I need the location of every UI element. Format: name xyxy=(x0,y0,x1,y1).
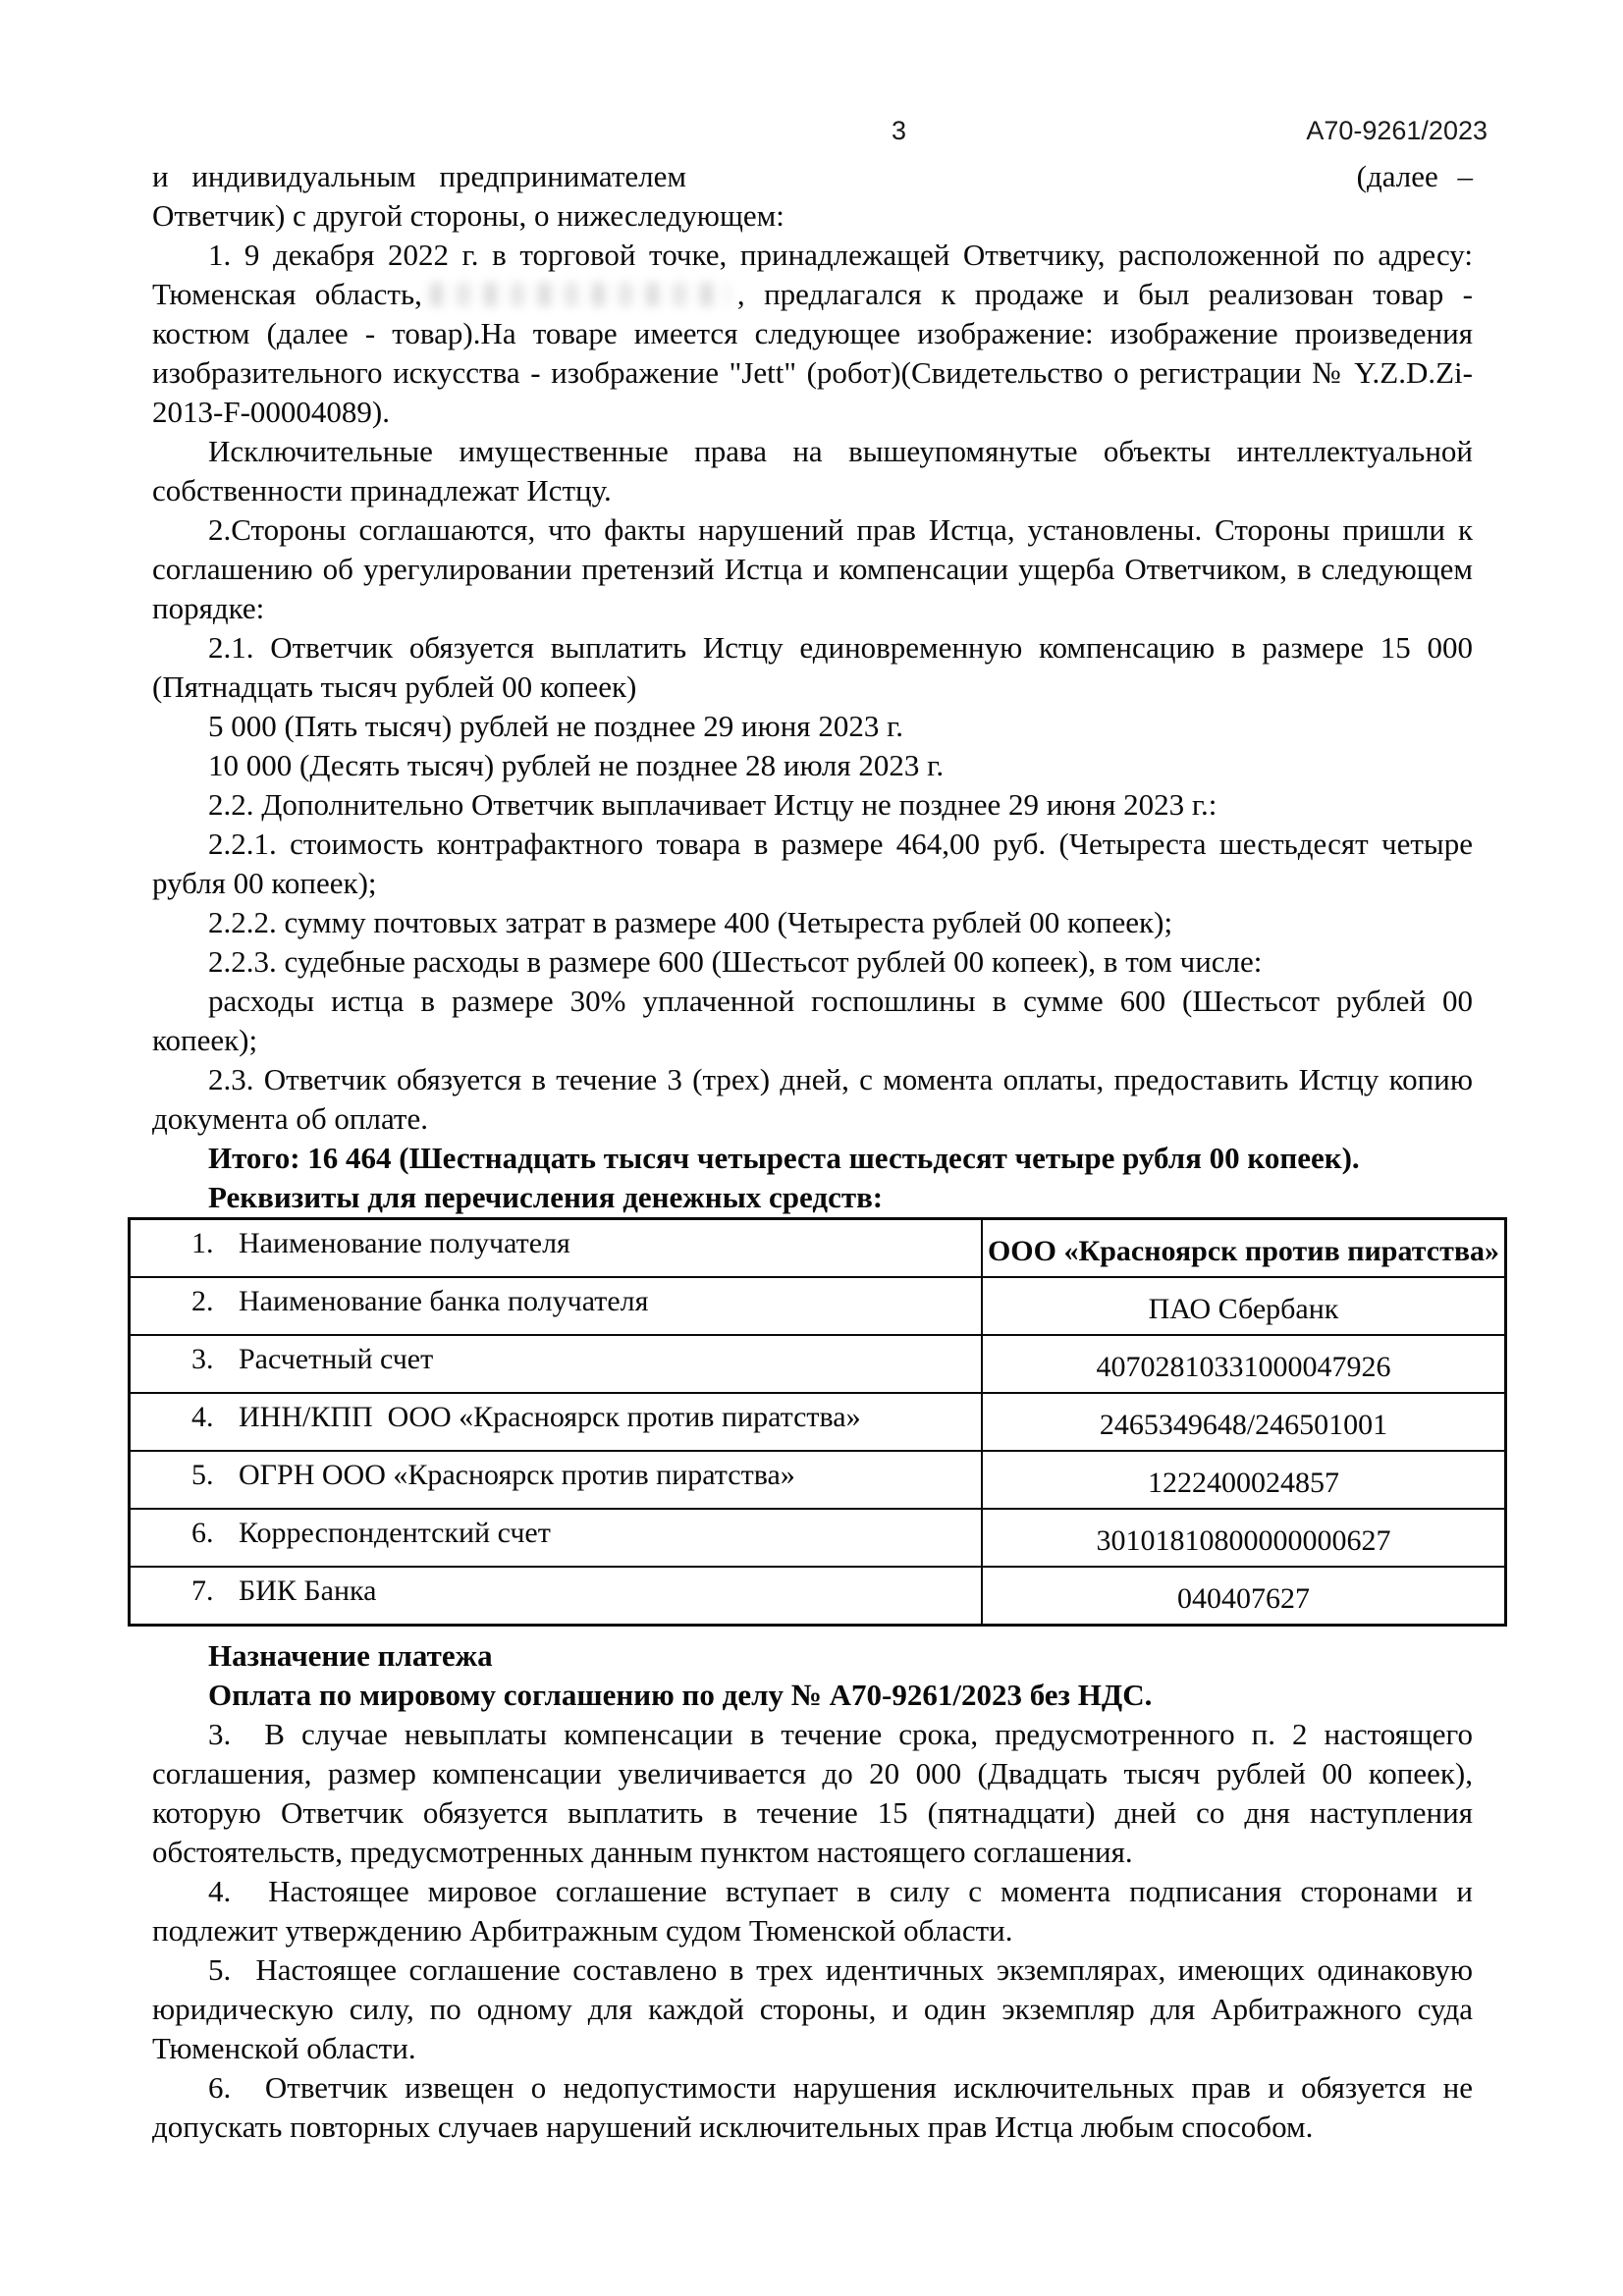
row-label: ОГРН ООО «Красноярск против пиратства» xyxy=(239,1459,795,1491)
row-value: ООО «Красноярск против пиратства» xyxy=(982,1219,1506,1278)
row-label: Наименование получателя xyxy=(239,1227,570,1259)
party-intro-line xyxy=(152,157,1473,196)
page-number: 3 xyxy=(892,116,907,145)
payment-installment-1: 5 000 (Пять тысяч) рублей не позднее 29 июня 2023 г. xyxy=(208,709,904,743)
clause-2-3: 2.3. Ответчик обязуется в течение 3 (трех) дней, с момента оплаты, предоставить Истцу копию документа об оплате. xyxy=(152,1062,1473,1136)
row-value: 30101810800000000627 xyxy=(982,1509,1506,1567)
clause-2-2-2: 2.2.2. сумму почтовых затрат в размере 400 (Четыреста рублей 00 копеек); xyxy=(208,905,1173,939)
clause-1 xyxy=(152,236,1473,432)
row-label: БИК Банка xyxy=(239,1575,377,1607)
after-table-section xyxy=(152,1636,1473,2147)
clause-1-text-after: , предлагался к продаже и был реализован товар - костюм (далее - товар).На товаре имеется следующее изображение: изображение произведения изобразительного искусства - изображение "Jett" (робот)(Свидетельство о регистрации № Y.Z.D.Zi-2013-F-00004089). xyxy=(152,277,1474,429)
clause-costs-detail: расходы истца в размере 30% уплаченной госпошлины в сумме 600 (Шестьсот рублей 00 копеек); xyxy=(152,984,1473,1057)
clause-1-text-before: 1. 9 декабря 2022 г. в торговой точке, принадлежащей Ответчику, расположенной по адресу: Тюменская область, xyxy=(152,238,1473,311)
table-row xyxy=(130,1277,1506,1335)
row-value: 1222400024857 xyxy=(982,1451,1506,1509)
row-label: ИНН/КПП ООО «Красноярск против пиратства» xyxy=(239,1401,861,1433)
row-number: 4. xyxy=(191,1401,214,1433)
payment-purpose-title: Назначение платежа xyxy=(208,1638,493,1673)
table-row xyxy=(130,1509,1506,1567)
table-row xyxy=(130,1393,1506,1451)
row-number: 7. xyxy=(191,1575,214,1607)
row-number: 6. xyxy=(191,1517,214,1549)
row-label: Расчетный счет xyxy=(239,1343,434,1375)
clause-3: 3. В случае невыплаты компенсации в течение срока, предусмотренного п. 2 настоящего соглашения, размер компенсации увеличивается до 20 000 (Двадцать тысяч рублей 00 копеек), которую Ответчик обязуется выплатить в течение 15 (пятнадцати) дней со дня наступления обстоятельств, предусмотренных данным пунктом настоящего соглашения. xyxy=(152,1717,1473,1869)
payment-installment-2: 10 000 (Десять тысяч) рублей не позднее 28 июля 2023 г. xyxy=(208,748,945,782)
requisites-table xyxy=(128,1217,1507,1627)
total-amount-line: Итого: 16 464 (Шестнадцать тысяч четыреста шестьдесят четыре рубля 00 копеек). xyxy=(208,1141,1360,1175)
table-row xyxy=(130,1219,1506,1278)
row-value: ПАО Сбербанк xyxy=(982,1277,1506,1335)
row-value: 40702810331000047926 xyxy=(982,1335,1506,1393)
row-number: 3. xyxy=(191,1343,214,1375)
clause-5: 5. Настоящее соглашение составлено в трех идентичных экземплярах, имеющих одинаковую юридическую силу, по одному для каждой стороны, и один экземпляр для Арбитражного суда Тюменской области. xyxy=(152,1952,1473,2065)
clause-2-2-1: 2.2.1. стоимость контрафактного товара в размере 464,00 руб. (Четыреста шестьдесят четыре рубля 00 копеек); xyxy=(152,827,1473,900)
case-number: А70-9261/2023 xyxy=(1306,116,1488,145)
requisites-title: Реквизиты для перечисления денежных средств: xyxy=(208,1180,884,1214)
clause-2-1: 2.1. Ответчик обязуется выплатить Истцу единовременную компенсацию в размере 15 000 (Пятнадцать тысяч рублей 00 копеек) xyxy=(152,630,1473,704)
table-row xyxy=(130,1451,1506,1509)
redacted-address xyxy=(430,283,730,306)
row-label: Корреспондентский счет xyxy=(239,1517,551,1549)
clause-exclusive-rights: Исключительные имущественные права на вышеупомянутые объекты интеллектуальной собственности принадлежат Истцу. xyxy=(152,434,1473,507)
party-intro-left: и индивидуальным предпринимателем xyxy=(152,159,686,193)
row-number: 5. xyxy=(191,1459,214,1491)
table-row xyxy=(130,1335,1506,1393)
clause-2: 2.Стороны соглашаются, что факты нарушений прав Истца, установлены. Стороны пришли к соглашению об урегулировании претензий Истца и компенсации ущерба Ответчиком, в следующем порядке: xyxy=(152,512,1473,625)
clause-6: 6. Ответчик извещен о недопустимости нарушения исключительных прав и обязуется не допускать повторных случаев нарушений исключительных прав Истца любым способом. xyxy=(152,2070,1473,2144)
row-number: 2. xyxy=(191,1285,214,1317)
row-number: 1. xyxy=(191,1227,214,1259)
row-value: 2465349648/246501001 xyxy=(982,1393,1506,1451)
clause-2-2-3: 2.2.3. судебные расходы в размере 600 (Шестьсот рублей 00 копеек), в том числе: xyxy=(208,944,1263,979)
document-body xyxy=(152,157,1500,2147)
row-label: Наименование банка получателя xyxy=(239,1285,649,1317)
table-row xyxy=(130,1567,1506,1626)
clause-4: 4. Настоящее мировое соглашение вступает в силу с момента подписания сторонами и подлежит утверждению Арбитражным судом Тюменской области. xyxy=(152,1874,1473,1948)
page-header xyxy=(0,116,1623,151)
party-intro-right: (далее – xyxy=(1356,159,1473,193)
clause-2-2: 2.2. Дополнительно Ответчик выплачивает Истцу не позднее 29 июня 2023 г.: xyxy=(208,787,1217,822)
party-intro-line2: Ответчик) с другой стороны, о нижеследующем: xyxy=(152,198,784,233)
payment-purpose-line: Оплата по мировому соглашению по делу № А70-9261/2023 без НДС. xyxy=(208,1678,1153,1712)
row-value: 040407627 xyxy=(982,1567,1506,1626)
